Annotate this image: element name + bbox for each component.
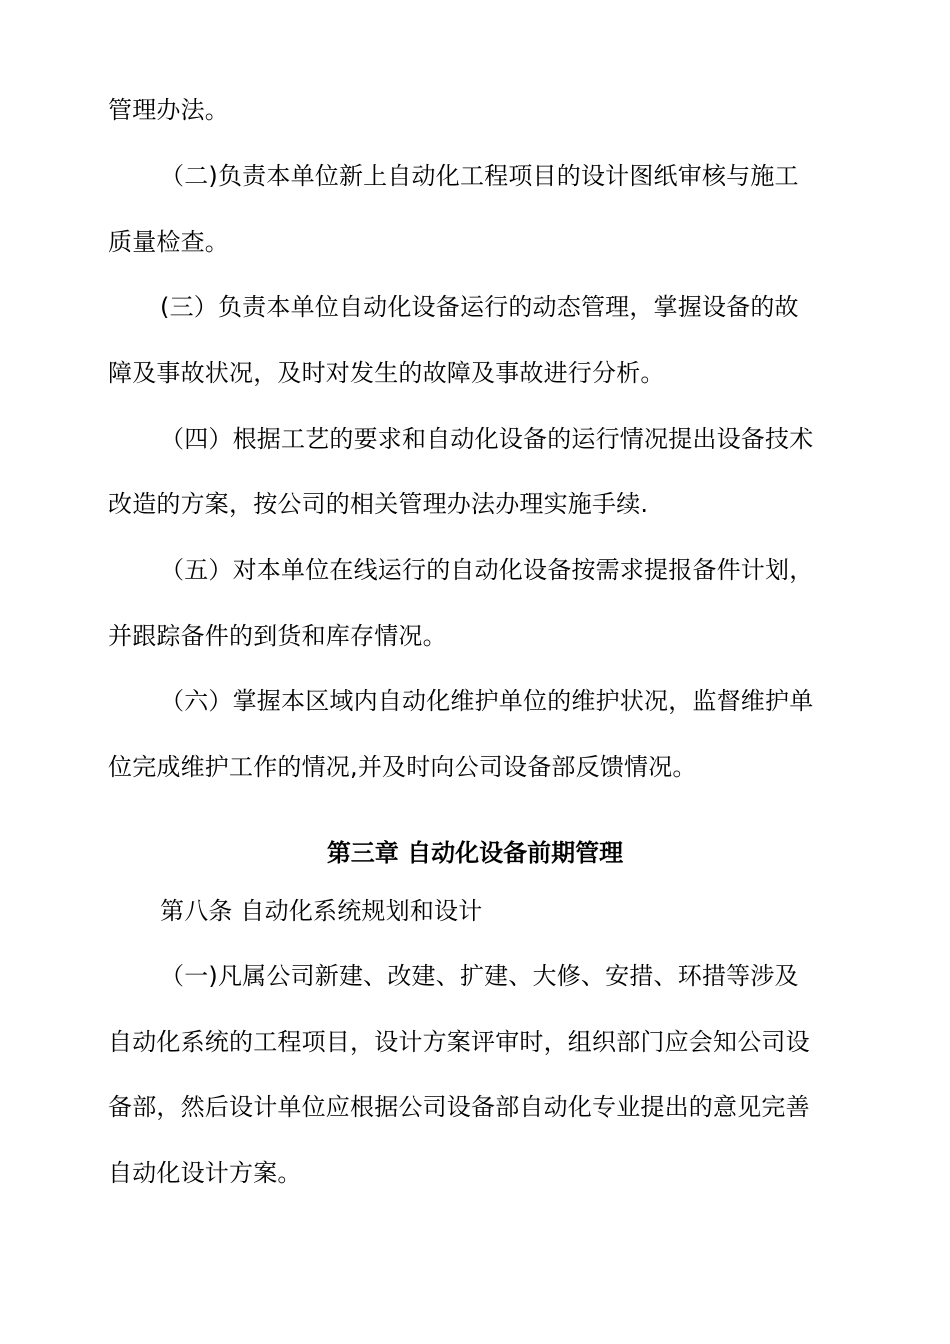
- text-line-6: （四）根据工艺的要求和自动化设备的运行情况提出设备技术: [160, 425, 814, 453]
- text-line-7: 改造的方案，按公司的相关管理办法办理实施手续.: [108, 490, 649, 518]
- text-line-8: （五）对本单位在线运行的自动化设备按需求提报备件计划，: [160, 556, 814, 584]
- text-line-5: 障及事故状况，及时对发生的故障及事故进行分析。: [108, 359, 665, 387]
- text-line-2: （二)负责本单位新上自动化工程项目的设计图纸审核与施工: [160, 162, 799, 190]
- text-line-1: 管理办法。: [108, 96, 229, 124]
- text-line-10: （六）掌握本区域内自动化维护单位的维护状况，监督维护单: [160, 687, 814, 715]
- article-line-2: 自动化系统的工程项目，设计方案评审时，组织部门应会知公司设: [108, 1028, 810, 1056]
- chapter-title: 第三章 自动化设备前期管理: [326, 839, 624, 867]
- text-line-11: 位完成维护工作的情况,并及时向公司设备部反馈情况。: [108, 753, 697, 781]
- article-title: 第八条 自动化系统规划和设计: [160, 897, 483, 925]
- article-line-4: 自动化设计方案。: [108, 1159, 302, 1187]
- text-line-4: (三）负责本单位自动化设备运行的动态管理，掌握设备的故: [160, 293, 799, 321]
- text-line-9: 并跟踪备件的到货和库存情况。: [108, 622, 447, 650]
- article-line-1: （一)凡属公司新建、改建、扩建、大修、安措、环措等涉及: [160, 962, 799, 990]
- text-line-3: 质量检查。: [108, 228, 229, 256]
- article-line-3: 备部，然后设计单位应根据公司设备部自动化专业提出的意见完善: [108, 1093, 810, 1121]
